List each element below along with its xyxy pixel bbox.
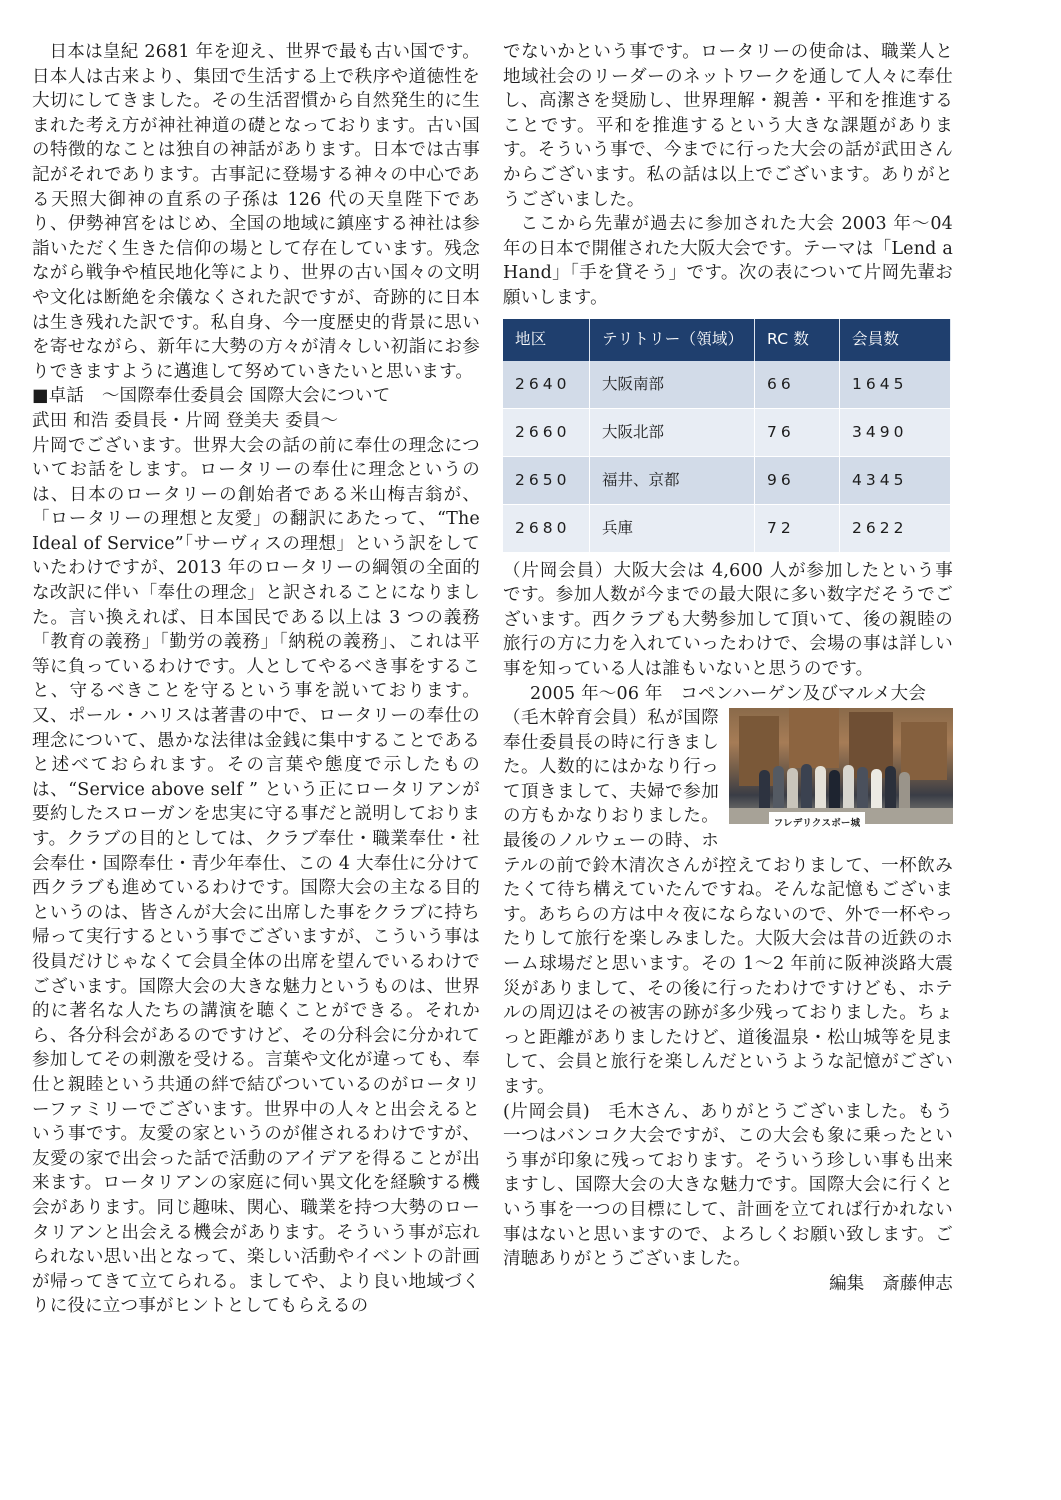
group-photo-figure — [729, 708, 953, 837]
intro-paragraph: 日本は皇紀 2681 年を迎え、世界で最も古い国です。日本人は古来より、集団で生活する上で秩序や道徳性を大切にしてきました。その生活習慣から自然発生的に生まれた考え方が神社神道の礎となっております。古い国の特徴的なことは独自の神話があります。日本では古事記がそれであります。古事記に登場する神々の中心である天照大御神の直系の子孫は 126 代の天皇陛下であり、伊勢神宮をはじめ、全国の地域に鎮座する神社は参詣いただく生きた信仰の場として存在しています。残念ながら戦争や植民地化等により、世界の古い国々の文明や文化は断絶を余儀なくされた訳ですが、奇跡的に日本は生き残れた訳です。私自身、今一度歴史的背景に思いを寄せながら、新年に大勢の方々が清々しい初詣にお参りできますように邁進して努めていきたいと思います。 — [32, 42, 480, 382]
copenhagen-paragraph: （毛木幹育会員）私が国際奉仕委員長の時に行きました。人数的にはかなり行って頂きまして、夫婦で参加の方もかなりおりました。最後のノルウェーの時、ホテルの前で鈴木清次さんが控えておりまして、一杯飲みたくて待ち構えていたんですね。そんな記憶もございます。あちらの方は中々夜にならないので、外で一杯やったりして旅行を楽しみました。大阪大会は昔の近鉄のホーム球場だと思います。その 1～2 年前に阪神淡路大震災がありまして、その後に行ったわけですけども、ホテルの周辺はその被害の跡が多少残っておりました。ちょっと距離がありましたけど、道後温泉・松山城等を見まして、会員と旅行を楽しんだというような記憶がございます。 — [503, 708, 953, 1097]
table-row — [503, 504, 951, 552]
table-header: RC 数 — [755, 319, 840, 361]
table-header-row — [503, 319, 951, 361]
table-cell: 76 — [755, 408, 840, 456]
editor-credit: 編集 斎藤伸志 — [829, 1273, 953, 1294]
table-cell: 66 — [755, 361, 840, 409]
table-row — [503, 456, 951, 504]
group-photo — [729, 708, 953, 824]
table-cell: 大阪北部 — [590, 408, 755, 456]
copenhagen-heading: 2005 年～06 年 コペンハーゲン及びマルメ大会 — [529, 683, 927, 704]
table-cell: 2680 — [503, 504, 590, 552]
talk-heading: ■卓話 ～国際奉仕委員会 国際大会について — [32, 386, 391, 407]
bangkok-paragraph: (片岡会員) 毛木さん、ありがとうございました。もう一つはバンコク大会ですが、この大会も象に乗ったという事が印象に残っております。そういう珍しい事も出来ますし、国際大会の大きな魅力です。国際大会に行くという事を一つの目標にして、計画を立てれば行かれない事はないと思いますので、よろしくお願い致します。ご清聴ありがとうございました。 — [503, 1101, 953, 1270]
photo-caption: フレデリクスボー城 — [769, 812, 865, 837]
table-cell: 2660 — [503, 408, 590, 456]
table-header: 地区 — [503, 319, 590, 361]
table-cell: 96 — [755, 456, 840, 504]
talk-speakers: 武田 和浩 委員長・片岡 登美夫 委員～ — [32, 410, 339, 431]
table-cell: 福井、京都 — [590, 456, 755, 504]
table-cell: 4345 — [840, 456, 951, 504]
table-header: 会員数 — [840, 319, 951, 361]
district-table — [503, 319, 951, 553]
table-cell: 72 — [755, 504, 840, 552]
table-cell: 兵庫 — [590, 504, 755, 552]
table-cell: 大阪南部 — [590, 361, 755, 409]
talk-paragraph: 片岡でございます。世界大会の話の前に奉仕の理念についてお話をします。ロータリーの奉仕に理念というのは、日本のロータリーの創始者である米山梅吉翁が、「ロータリーの理想と友愛」の翻訳にあたって、“The Ideal of Service”「サーヴィスの理想」という訳をしていたわけですが、2013 年のロータリーの綱領の全面的な改訳に伴い「奉仕の理念」と訳されることになりました。言い換えれば、日本国民である以上は 3 つの義務「教育の義務」「勤労の義務」「納税の義務」、これは平等に負っているわけです。人としてやるべき事をすること、守るべきことを守るという事を説いております。又、ポール・ハリスは著書の中で、ロータリーの奉仕の理念について、愚かな法律は金銭に集中することであると述べておられます。その言葉や態度で示したものは、“Service above self ” という正にロータリアンが要約したスローガンを忠実に守る事だと説明しております。クラブの目的としては、クラブ奉仕・職業奉仕・社会奉仕・国際奉仕・青少年奉仕、この 4 大奉仕に分けて西クラブも進めているわけです。国際大会の主なる目的というのは、皆さんが大会に出席した事をクラブに持ち帰って実行するという事でございますが、こういう事は役員だけじゃなくて会員全体の出席を望んでいるわけでございます。国際大会の大きな魅力というものは、世界的に著名な人たちの講演を聴くことができる。それから、各分科会があるのですけど、その分科会に分かれて参加してその刺激を受ける。言葉や文化が違っても、奉仕と親睦という共通の絆で結びついているのがロータリーファミリーでございます。世界中の人々と出会えるという事です。友愛の家というのが催されるわけですが、友愛の家で出会った話で活動のアイデアを得ることが出来ます。ロータリアンの家庭に伺い異文化を経験する機会があります。同じ趣味、関心、職業を持つ大勢のロータリアンと出会える機会があります。そういう事が忘れられない思い出となって、楽しい活動やイベントの計画が帰ってきて立てられる。ましてや、より良い地域づくりに役に立つ事がヒントとしてもらえるの — [32, 435, 480, 1317]
table-cell: 3490 — [840, 408, 951, 456]
table-cell: 1645 — [840, 361, 951, 409]
table-cell: 2622 — [840, 504, 951, 552]
table-row — [503, 361, 951, 409]
osaka-intro-paragraph: ここから先輩が過去に参加された大会 2003 年～04 年の日本で開催された大阪大会です。テーマは「Lend a Hand」「手を貸そう」です。次の表について片岡先輩お願いします。 — [503, 214, 953, 308]
table-cell: 2650 — [503, 456, 590, 504]
osaka-report-paragraph: （片岡会員）大阪大会は 4,600 人が参加したという事です。参加人数が今までの最大限に多い数字だそうでございます。西クラブも大勢参加して頂いて、後の親睦の旅行の方に力を入れていったわけで、会場の事は詳しい事を知っている人は誰もいないと思うのです。 — [503, 560, 953, 679]
left-column — [32, 40, 480, 1319]
right-column — [503, 40, 953, 1296]
table-cell: 2640 — [503, 361, 590, 409]
table-row — [503, 408, 951, 456]
mission-paragraph: でないかという事です。ロータリーの使命は、職業人と地域社会のリーダーのネットワークを通して人々に奉仕し、高潔さを奨励し、世界理解・親善・平和を推進することです。平和を推進するという大きな課題があります。そういう事で、今までに行った大会の話が武田さんからございます。私の話は以上でございます。ありがとうございました。 — [503, 42, 953, 210]
table-header: テリトリー（領域） — [590, 319, 755, 361]
